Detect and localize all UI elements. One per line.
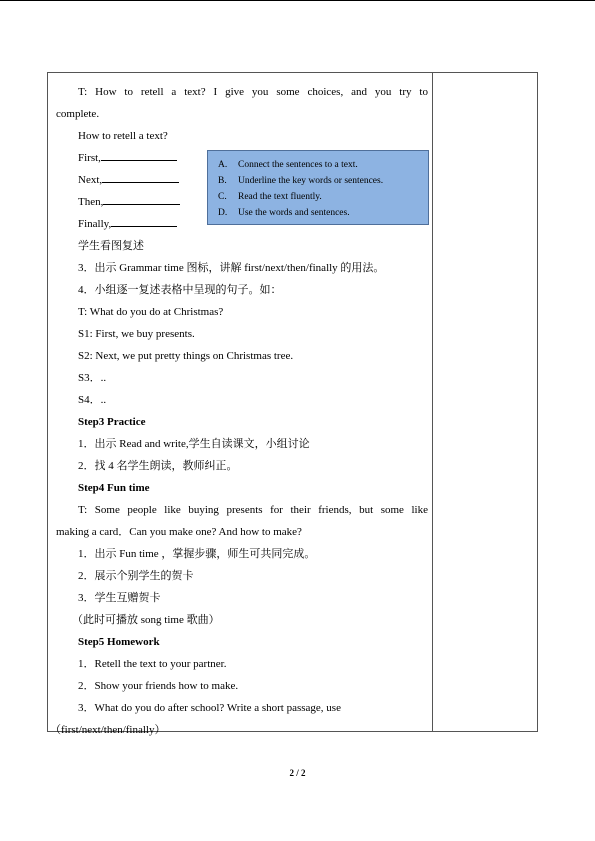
page-number: 2 / 2: [289, 768, 306, 778]
choice-item: [218, 189, 428, 205]
fill-blank: [111, 215, 177, 227]
fill-blank: [101, 149, 177, 161]
choice-item: [218, 173, 428, 189]
top-rule: [0, 0, 595, 1]
step5-line: 3．What do you do after school? Write a short passage, use: [78, 702, 341, 714]
choice-item: [218, 157, 428, 173]
step5-title: Step5 Homework: [78, 636, 160, 648]
choice-text: Read the text fluently.: [238, 192, 322, 202]
blank-label: Finally,: [78, 218, 112, 230]
step2-line: 4．小组逐一复述表格中呈现的句子。如：: [78, 284, 282, 296]
step2-line: 学生看图复述: [78, 240, 144, 252]
step4-line: 3．学生互赠贺卡: [78, 592, 161, 604]
step5-line: 2．Show your friends how to make.: [78, 680, 239, 692]
step2-line: S2: Next, we put pretty things on Christmas tree.: [78, 350, 294, 362]
retell-question: How to retell a text?: [78, 130, 168, 142]
column-divider: [432, 73, 433, 731]
step4-note: （此时可播放 song time 歌曲）: [72, 614, 220, 626]
blank-label: Then,: [78, 196, 104, 208]
step3-line: 1．出示 Read and write,学生自读课文，小组讨论: [78, 438, 310, 450]
lesson-table: [47, 72, 538, 736]
step4-title: Step4 Fun time: [78, 482, 150, 494]
step3-line: 2．找 4 名学生朗读，教师纠正。: [78, 460, 238, 472]
choice-text: Connect the sentences to a text.: [238, 160, 358, 170]
fill-blank: [103, 193, 180, 205]
choice-letter: A.: [218, 160, 228, 170]
lesson-content: [50, 81, 428, 741]
blank-label: Next,: [78, 174, 103, 186]
choice-text: Use the words and sentences.: [238, 208, 350, 218]
step5-last-line: （first/next/then/finally）: [50, 724, 166, 736]
choice-letter: C.: [218, 192, 227, 202]
step4-paragraph-line-1: T: Some people like buying presents for their friends, but some like: [78, 504, 428, 516]
retell-intro-line-1: T: How to retell a text? I give you some choices, and you try to: [78, 86, 428, 98]
choice-text: Underline the key words or sentences.: [238, 176, 384, 186]
fill-blank: [102, 171, 179, 183]
step5-line: 1．Retell the text to your partner.: [78, 658, 227, 670]
step2-line: S1: First, we buy presents.: [78, 328, 195, 340]
retell-choices-box: [207, 150, 429, 225]
choice-item: [218, 205, 428, 221]
retell-intro-line-2: complete.: [56, 108, 100, 120]
step2-line: T: What do you do at Christmas?: [78, 306, 224, 318]
blank-label: First,: [78, 152, 101, 164]
step2-line: S3．..: [78, 372, 107, 384]
step2-line: 3．出示 Grammar time 图标，讲解 first/next/then/finally 的用法。: [78, 262, 385, 274]
step4-paragraph-line-2: making a card．Can you make one? And how to make?: [56, 526, 302, 538]
step4-line: 2．展示个别学生的贺卡: [78, 570, 194, 582]
choice-letter: D.: [218, 208, 228, 218]
step4-line: 1．出示 Fun time ，掌握步骤，师生可共同完成。: [78, 548, 316, 560]
step2-line: S4．..: [78, 394, 107, 406]
step3-title: Step3 Practice: [78, 416, 146, 428]
choice-letter: B.: [218, 176, 227, 186]
